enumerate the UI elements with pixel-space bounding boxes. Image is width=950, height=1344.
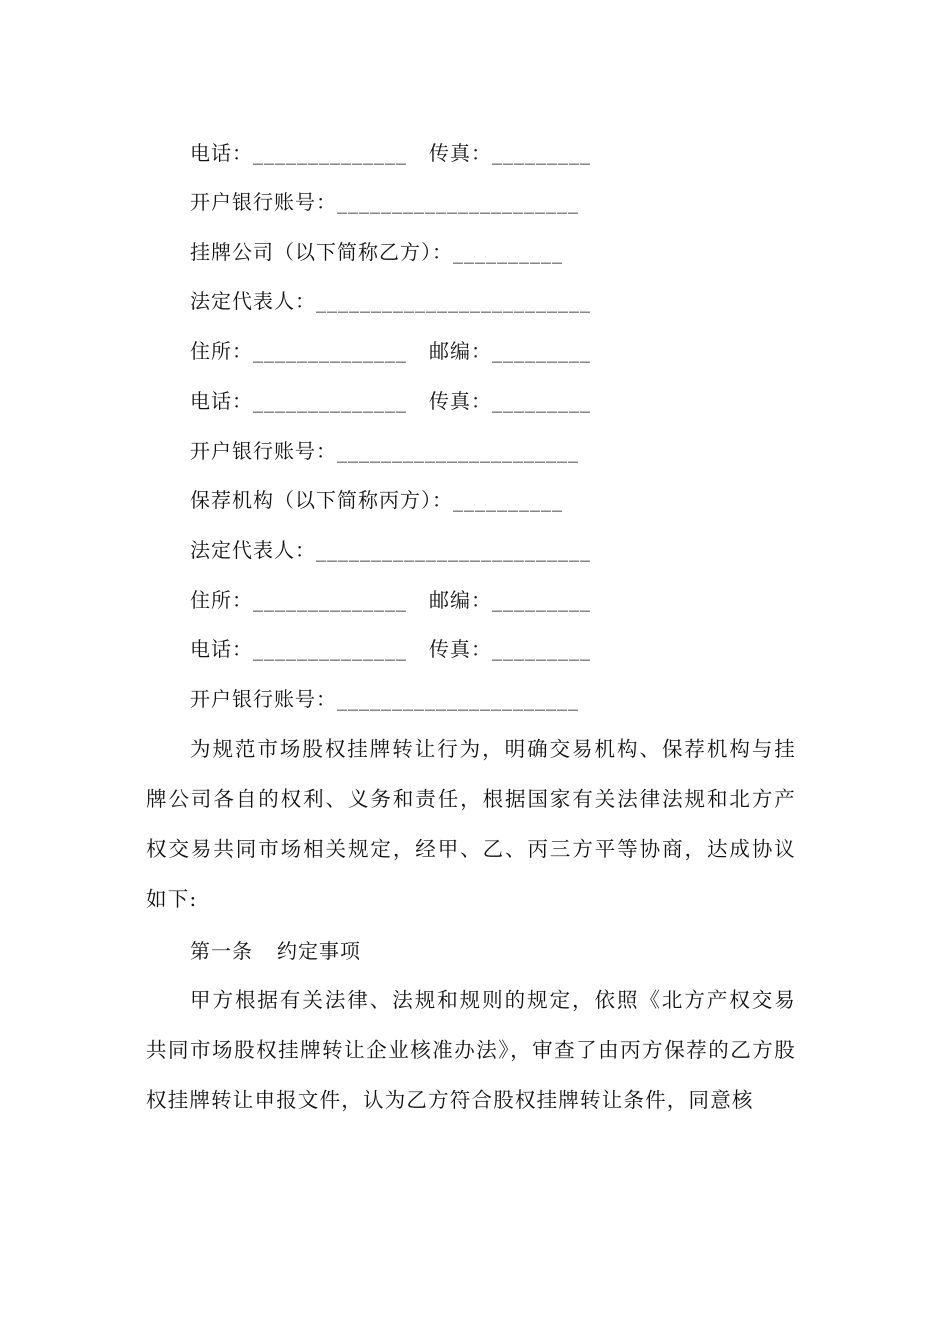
form-line-listed-company xyxy=(190,239,563,265)
postcode-blank: _________ xyxy=(492,339,591,363)
phone-label: 电话： xyxy=(190,389,253,413)
legal-rep-label: 法定代表人： xyxy=(190,289,316,313)
form-line-bank-account-c xyxy=(190,686,579,712)
phone-blank: ______________ xyxy=(253,637,407,661)
postcode-blank: _________ xyxy=(492,588,591,612)
form-line-legal-rep-c xyxy=(190,537,591,563)
sponsor-label: 保荐机构（以下简称丙方）： xyxy=(190,488,453,512)
form-line-bank-account-a xyxy=(190,189,579,215)
phone-label: 电话： xyxy=(190,637,253,661)
phone-blank: ______________ xyxy=(253,389,407,413)
form-line-sponsor xyxy=(190,487,563,513)
form-line-phone-fax-b xyxy=(190,388,591,414)
article-1-title: 约定事项 xyxy=(277,939,361,963)
address-label: 住所： xyxy=(190,339,253,363)
fax-blank: _________ xyxy=(492,637,591,661)
article-1-paragraph: 甲方根据有关法律、法规和规则的规定，依照《北方产权交易共同市场股权挂牌转让企业核准办法》，审查了由丙方保荐的乙方股权挂牌转让申报文件，认为乙方符合股权挂牌转让条件，同意核 xyxy=(146,988,796,1112)
intro-paragraph: 为规范市场股权挂牌转让行为，明确交易机构、保荐机构与挂牌公司各自的权利、义务和责任，根据国家有关法律法规和北方产权交易共同市场相关规定，经甲、乙、丙三方平等协商，达成协议如下: xyxy=(146,737,796,911)
legal-rep-label: 法定代表人： xyxy=(190,538,316,562)
article-1-number: 第一条 xyxy=(190,939,253,963)
address-blank: ______________ xyxy=(253,339,407,363)
form-line-phone-fax-a xyxy=(190,140,591,166)
bank-account-label: 开户银行账号： xyxy=(190,439,337,463)
sponsor-blank: __________ xyxy=(453,488,563,512)
fax-blank: _________ xyxy=(492,141,591,165)
bank-account-blank: ______________________ xyxy=(337,190,579,214)
address-blank: ______________ xyxy=(253,588,407,612)
address-label: 住所： xyxy=(190,588,253,612)
phone-label: 电话： xyxy=(190,141,253,165)
legal-rep-blank: _________________________ xyxy=(316,289,591,313)
phone-blank: ______________ xyxy=(253,141,407,165)
fax-label: 传真： xyxy=(429,389,492,413)
fax-label: 传真： xyxy=(429,141,492,165)
legal-rep-blank: _________________________ xyxy=(316,538,591,562)
listed-company-blank: __________ xyxy=(453,240,563,264)
postcode-label: 邮编： xyxy=(429,588,492,612)
bank-account-blank: ______________________ xyxy=(337,439,579,463)
article-1-heading xyxy=(190,938,361,964)
form-line-phone-fax-c xyxy=(190,636,591,662)
form-line-address-postcode-b xyxy=(190,338,591,364)
bank-account-label: 开户银行账号： xyxy=(190,190,337,214)
bank-account-label: 开户银行账号： xyxy=(190,687,337,711)
fax-blank: _________ xyxy=(492,389,591,413)
postcode-label: 邮编： xyxy=(429,339,492,363)
fax-label: 传真： xyxy=(429,637,492,661)
bank-account-blank: ______________________ xyxy=(337,687,579,711)
form-line-address-postcode-c xyxy=(190,587,591,613)
listed-company-label: 挂牌公司（以下简称乙方）： xyxy=(190,240,453,264)
form-line-legal-rep-b xyxy=(190,288,591,314)
form-line-bank-account-b xyxy=(190,438,579,464)
